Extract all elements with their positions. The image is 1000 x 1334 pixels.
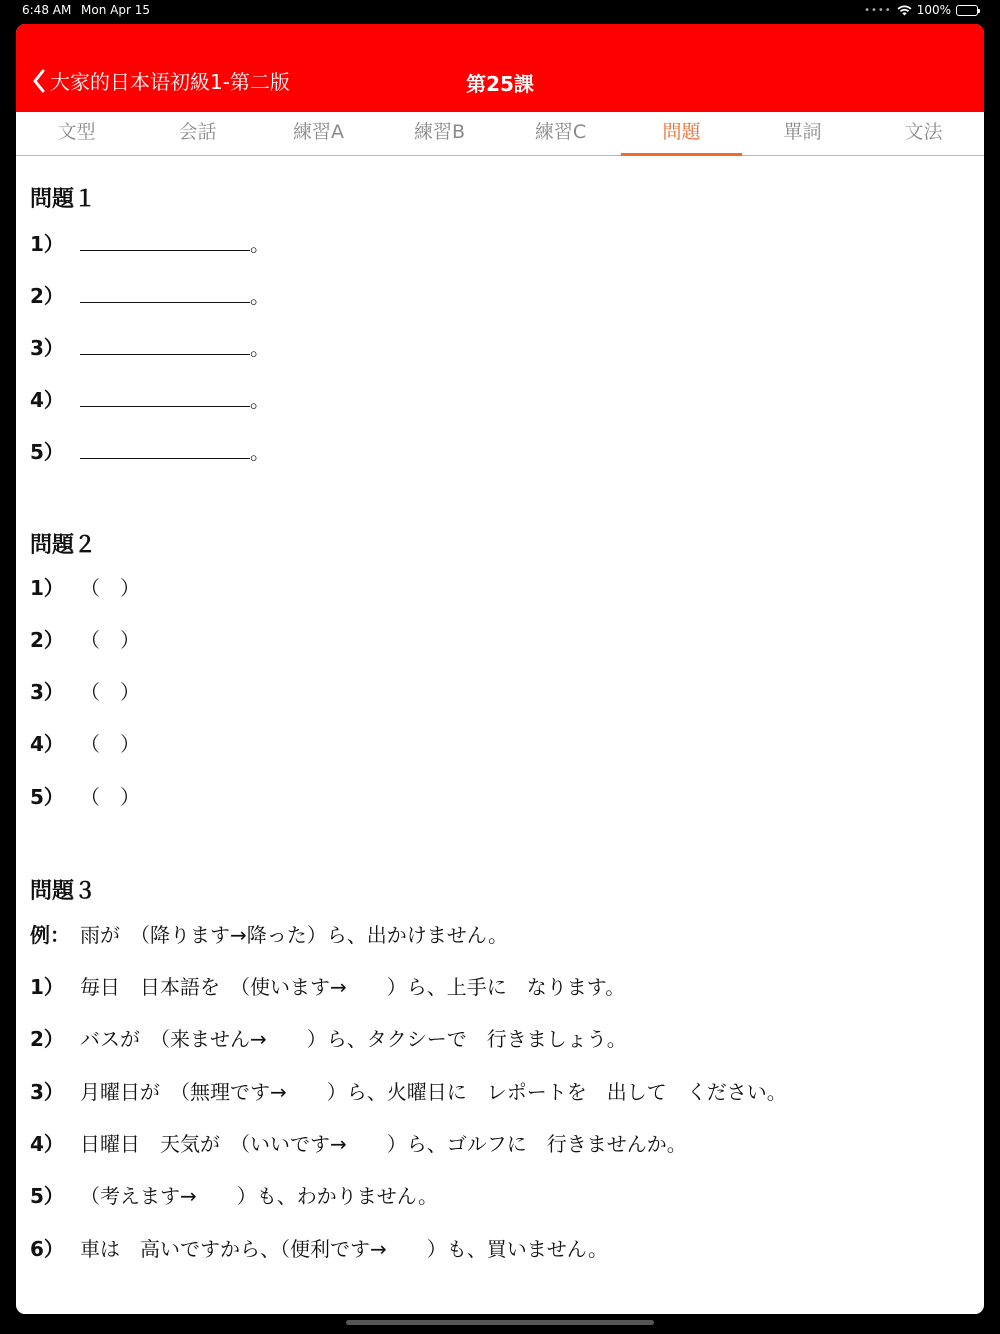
tab-renshu-b[interactable]: 練習B	[413, 121, 466, 143]
item-number: 2）	[30, 284, 64, 308]
list-item	[30, 1180, 438, 1209]
answer-blank[interactable]	[80, 287, 250, 303]
tab-renshu-c[interactable]: 練習C	[534, 121, 587, 143]
example-item	[30, 919, 508, 948]
battery-percent: 100%	[916, 3, 951, 17]
item-end: 。	[250, 336, 270, 360]
wifi-icon	[897, 5, 912, 16]
list-item	[30, 676, 140, 705]
status-bar	[0, 0, 1000, 22]
section-title: 問題３	[30, 879, 97, 904]
answer-parens[interactable]: （ ）	[80, 732, 140, 756]
item-number: 1）	[30, 232, 64, 256]
list-item	[30, 1023, 627, 1052]
answer-blank[interactable]	[80, 339, 250, 355]
item-number: 1）	[30, 576, 64, 600]
item-end: 。	[250, 440, 270, 464]
item-number: 4）	[30, 388, 64, 412]
item-number: 5）	[30, 440, 64, 464]
item-text: 月曜日が （無理です→ ）ら、火曜日に レポートを 出して ください。	[80, 1080, 787, 1104]
answer-parens[interactable]: （ ）	[80, 628, 140, 652]
item-text: 車は 高いですから、（便利です→ ）も、買いません。	[80, 1237, 608, 1261]
item-number: 3）	[30, 336, 64, 360]
list-item	[30, 781, 140, 810]
item-number: 4）	[30, 732, 64, 756]
item-text: 毎日 日本語を （使います→ ）ら、上手に なります。	[80, 975, 626, 999]
tab-mondai[interactable]: 問題	[621, 112, 742, 155]
section-title: 問題１	[30, 187, 97, 212]
item-number: 2）	[30, 628, 64, 652]
answer-blank[interactable]	[80, 235, 250, 251]
list-item	[30, 436, 270, 465]
item-number: 6）	[30, 1237, 64, 1261]
list-item	[30, 228, 270, 257]
home-indicator[interactable]	[346, 1320, 654, 1325]
example-label: 例：	[30, 923, 70, 947]
tab-bar	[16, 112, 984, 156]
tab-tango[interactable]: 單詞	[783, 121, 822, 143]
list-item	[30, 624, 140, 653]
item-number: 3）	[30, 1080, 64, 1104]
tab-renshu-a[interactable]: 練習A	[293, 121, 344, 143]
page-title: 第25課	[466, 72, 534, 96]
battery-icon	[956, 5, 978, 16]
answer-blank[interactable]	[80, 391, 250, 407]
section-title: 問題２	[30, 533, 97, 558]
list-item	[30, 1128, 687, 1157]
item-text: （考えます→ ）も、わかりません。	[80, 1184, 438, 1208]
item-number: 1）	[30, 975, 64, 999]
list-item	[30, 572, 140, 601]
answer-parens[interactable]: （ ）	[80, 576, 140, 600]
item-number: 5）	[30, 785, 64, 809]
tab-bunkei[interactable]: 文型	[57, 121, 96, 143]
item-text: バスが （来ません→ ）ら、タクシーで 行きましょう。	[80, 1027, 627, 1051]
list-item	[30, 728, 140, 757]
list-item	[30, 1233, 608, 1262]
nav-bar	[16, 24, 984, 112]
tab-bunpo[interactable]: 文法	[904, 121, 943, 143]
item-end: 。	[250, 232, 270, 256]
item-end: 。	[250, 388, 270, 412]
item-number: 3）	[30, 680, 64, 704]
answer-parens[interactable]: （ ）	[80, 680, 140, 704]
item-end: 。	[250, 284, 270, 308]
list-item	[30, 971, 625, 1000]
item-number: 2）	[30, 1027, 64, 1051]
list-item	[30, 332, 270, 361]
list-item	[30, 1076, 787, 1105]
status-indicators	[864, 3, 978, 17]
item-number: 5）	[30, 1184, 64, 1208]
tab-kaiwa[interactable]: 会話	[178, 121, 217, 143]
status-time: 6:48 AM	[22, 3, 72, 17]
item-number: 4）	[30, 1132, 64, 1156]
item-text: 日曜日 天気が （いいです→ ）ら、ゴルフに 行きませんか。	[80, 1132, 687, 1156]
status-date: Mon Apr 15	[81, 3, 150, 17]
list-item	[30, 384, 270, 413]
answer-parens[interactable]: （ ）	[80, 785, 140, 809]
back-label: 大家的日本语初級1-第二版	[50, 70, 290, 94]
list-item	[30, 280, 270, 309]
answer-blank[interactable]	[80, 443, 250, 459]
multitask-dots-icon: ••••	[864, 4, 892, 16]
example-text: 雨が （降ります→降った）ら、出かけません。	[80, 923, 508, 947]
app-window	[16, 24, 984, 1314]
